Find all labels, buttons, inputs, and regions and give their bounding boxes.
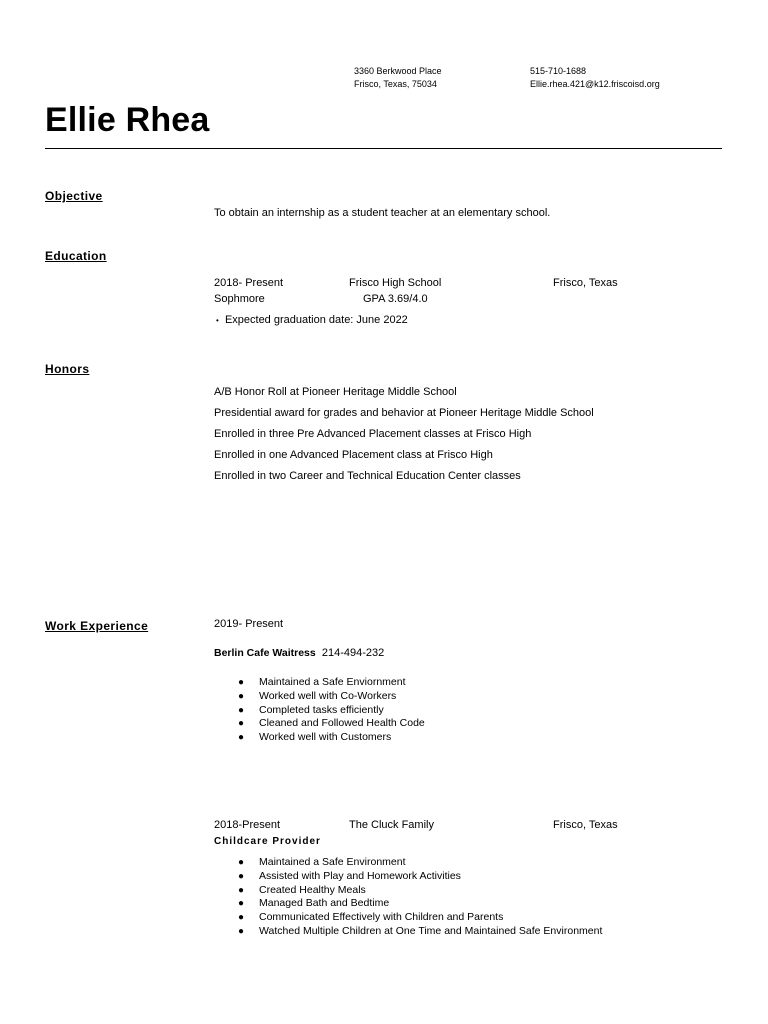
bullet-icon: ● xyxy=(238,898,245,910)
list-item: ● Maintained a Safe Enviornment xyxy=(238,676,406,688)
list-item: ● Worked well with Co-Workers xyxy=(238,689,397,702)
bullet-icon: ● xyxy=(238,884,245,896)
job1-phone: 214-494-232 xyxy=(321,647,385,659)
education-graduation-item xyxy=(216,314,408,326)
bullet-icon: ● xyxy=(238,925,245,937)
job1-title: Berlin Cafe Waitress xyxy=(214,647,316,659)
list-item: ● Completed tasks efficiently xyxy=(238,703,384,716)
list-item: ● Managed Bath and Bedtime xyxy=(238,897,390,910)
education-heading: Education xyxy=(45,249,107,263)
bullet-icon: • xyxy=(216,316,219,325)
list-item: ● Worked well with Customers xyxy=(238,731,392,744)
education-grade: Sophmore xyxy=(214,293,265,305)
honor-item: Enrolled in one Advanced Placement class at Frisco High xyxy=(214,449,493,461)
address-line-2: Frisco, Texas, 75034 xyxy=(354,79,437,89)
bullet-icon: ● xyxy=(238,732,245,744)
job1-duties xyxy=(238,676,425,745)
job2-location: Frisco, Texas xyxy=(553,819,618,831)
education-school: Frisco High School xyxy=(349,277,442,289)
job2-title: Childcare Provider xyxy=(214,836,321,847)
address-block xyxy=(354,65,442,91)
education-location: Frisco, Texas xyxy=(553,277,618,289)
bullet-icon: ● xyxy=(238,718,245,730)
list-item: ● Assisted with Play and Homework Activities xyxy=(238,869,461,882)
list-item: ● Cleaned and Followed Health Code xyxy=(238,717,425,730)
address-line-1: 3360 Berkwood Place xyxy=(354,66,442,76)
job2-duties xyxy=(238,856,602,939)
job2-dates: 2018-Present xyxy=(214,819,281,831)
bullet-icon: ● xyxy=(238,912,245,924)
list-item: ● Watched Multiple Children at One Time and Maintained Safe Environment xyxy=(238,924,603,937)
contact-details xyxy=(530,65,660,91)
job1-title-line xyxy=(214,647,384,659)
job2-employer: The Cluck Family xyxy=(349,819,434,831)
bullet-icon: ● xyxy=(238,690,245,702)
objective-text: To obtain an internship as a student teacher at an elementary school. xyxy=(214,207,551,219)
bullet-icon: ● xyxy=(238,870,245,882)
education-dates: 2018- Present xyxy=(214,277,284,289)
applicant-name: Ellie Rhea xyxy=(45,101,210,139)
honor-item: Presidential award for grades and behavior at Pioneer Heritage Middle School xyxy=(214,407,594,419)
email-address: Ellie.rhea.421@k12.friscoisd.org xyxy=(530,79,660,89)
honor-item: A/B Honor Roll at Pioneer Heritage Middle School xyxy=(214,386,457,398)
bullet-icon: ● xyxy=(238,857,245,868)
education-gpa: GPA 3.69/4.0 xyxy=(363,293,428,305)
honor-item: Enrolled in two Career and Technical Education Center classes xyxy=(214,470,521,482)
work-experience-heading: Work Experience xyxy=(45,619,149,633)
list-item: ● Maintained a Safe Environment xyxy=(238,856,406,868)
objective-heading: Objective xyxy=(45,189,103,203)
honor-item: Enrolled in three Pre Advanced Placement classes at Frisco High xyxy=(214,428,532,440)
bullet-icon: ● xyxy=(238,704,245,716)
bullet-icon: ● xyxy=(238,677,245,688)
list-item: ● Communicated Effectively with Children and Parents xyxy=(238,911,504,924)
education-graduation: Expected graduation date: June 2022 xyxy=(224,314,408,326)
job1-dates: 2019- Present xyxy=(214,618,284,630)
honors-heading: Honors xyxy=(45,362,90,376)
phone-number: 515-710-1688 xyxy=(530,66,587,76)
header-divider xyxy=(45,148,722,149)
list-item: ● Created Healthy Meals xyxy=(238,883,366,896)
